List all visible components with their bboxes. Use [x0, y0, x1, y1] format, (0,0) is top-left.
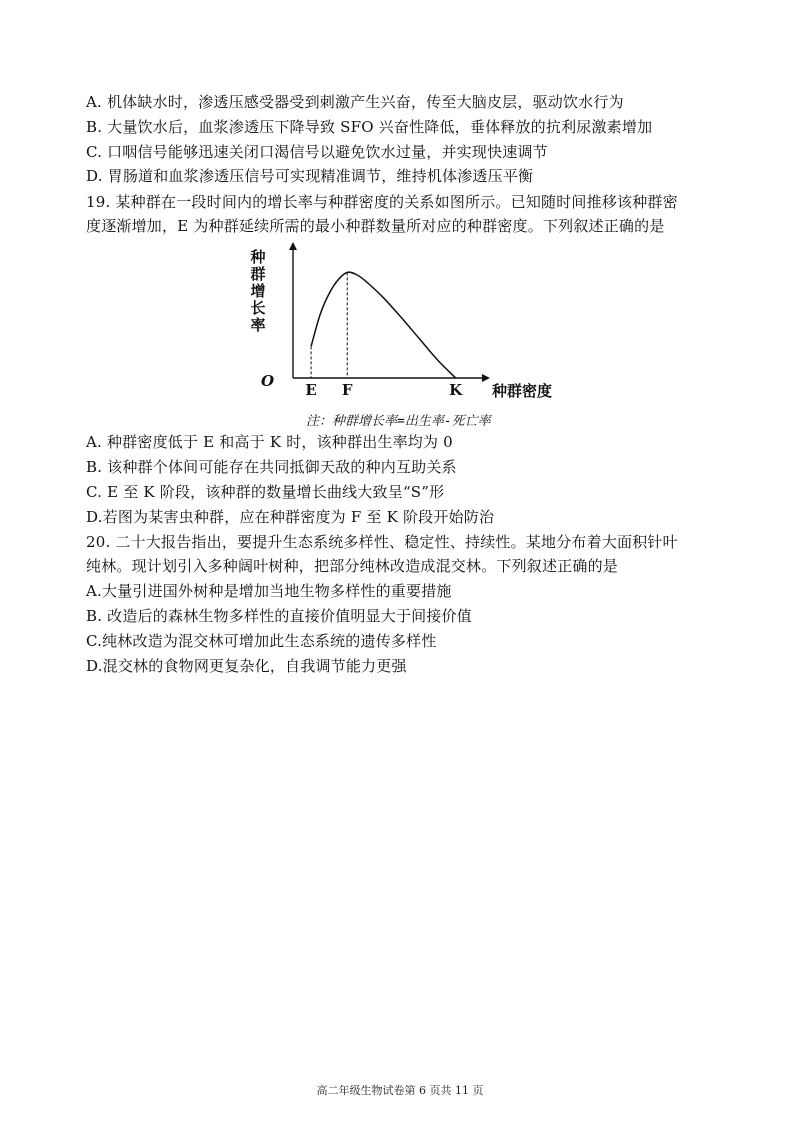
q19-stem-line2: 度逐渐增加，E 为种群延续所需的最小种群数量所对应的种群密度。下列叙述正确的是 — [86, 217, 665, 235]
growth-rate-chart-svg — [236, 234, 596, 430]
q19-chart — [236, 234, 596, 430]
x-tick-label-e: E — [305, 381, 317, 399]
x-tick-label-k: K — [449, 381, 463, 399]
q20-option-d: D.混交林的食物网更复杂化，自我调节能力更强 — [86, 657, 407, 675]
q18-option-c: C. 口咽信号能够迅速关闭口渴信号以避免饮水过量，并实现快速调节 — [86, 143, 548, 161]
q20-option-c: C.纯林改造为混交林可增加此生态系统的遗传多样性 — [86, 632, 437, 650]
q18-option-b: B. 大量饮水后，血浆渗透压下降导致 SFO 兴奋性降低，垂体释放的抗利尿激素增加 — [86, 118, 653, 136]
chart-note: 注：种群增长率=出生率-死亡率 — [306, 414, 491, 429]
q19-option-d: D.若图为某害虫种群，应在种群密度为 F 至 K 阶段开始防治 — [86, 508, 495, 526]
q18-option-a: A. 机体缺水时，渗透压感受器受到刺激产生兴奋，传至大脑皮层，驱动饮水行为 — [86, 93, 624, 111]
q20-option-b: B. 改造后的森林生物多样性的直接价值明显大于间接价值 — [86, 607, 472, 625]
q20-option-a: A.大量引进国外树种是增加当地生物多样性的重要措施 — [86, 582, 452, 600]
page-footer: 高二年级生物试卷第 6 页共 11 页 — [316, 1084, 484, 1097]
y-axis-label: 种群增长率 — [250, 248, 266, 334]
q19-option-c: C. E 至 K 阶段，该种群的数量增长曲线大致呈“S”形 — [86, 483, 445, 501]
x-tick-label-f: F — [341, 381, 353, 399]
origin-label: O — [261, 372, 275, 390]
q18-option-d: D. 胃肠道和血浆渗透压信号可实现精准调节，维持机体渗透压平衡 — [86, 167, 534, 185]
q19-option-a: A. 种群密度低于 E 和高于 K 时，该种群出生率均为 0 — [86, 433, 453, 451]
q19-stem-line1: 19. 某种群在一段时间内的增长率与种群密度的关系如图所示。已知随时间推移该种群密 — [86, 193, 678, 211]
x-axis-label: 种群密度 — [492, 382, 553, 400]
q19-option-b: B. 该种群个体间可能存在共同抵御天敌的种内互助关系 — [86, 458, 457, 476]
growth-rate-curve — [311, 272, 456, 378]
q20-stem-line1: 20. 二十大报告指出，要提升生态系统多样性、稳定性、持续性。某地分布着大面积针叶 — [86, 533, 678, 551]
q20-stem-line2: 纯林。现计划引入多种阔叶树种，把部分纯林改造成混交林。下列叙述正确的是 — [86, 557, 619, 575]
